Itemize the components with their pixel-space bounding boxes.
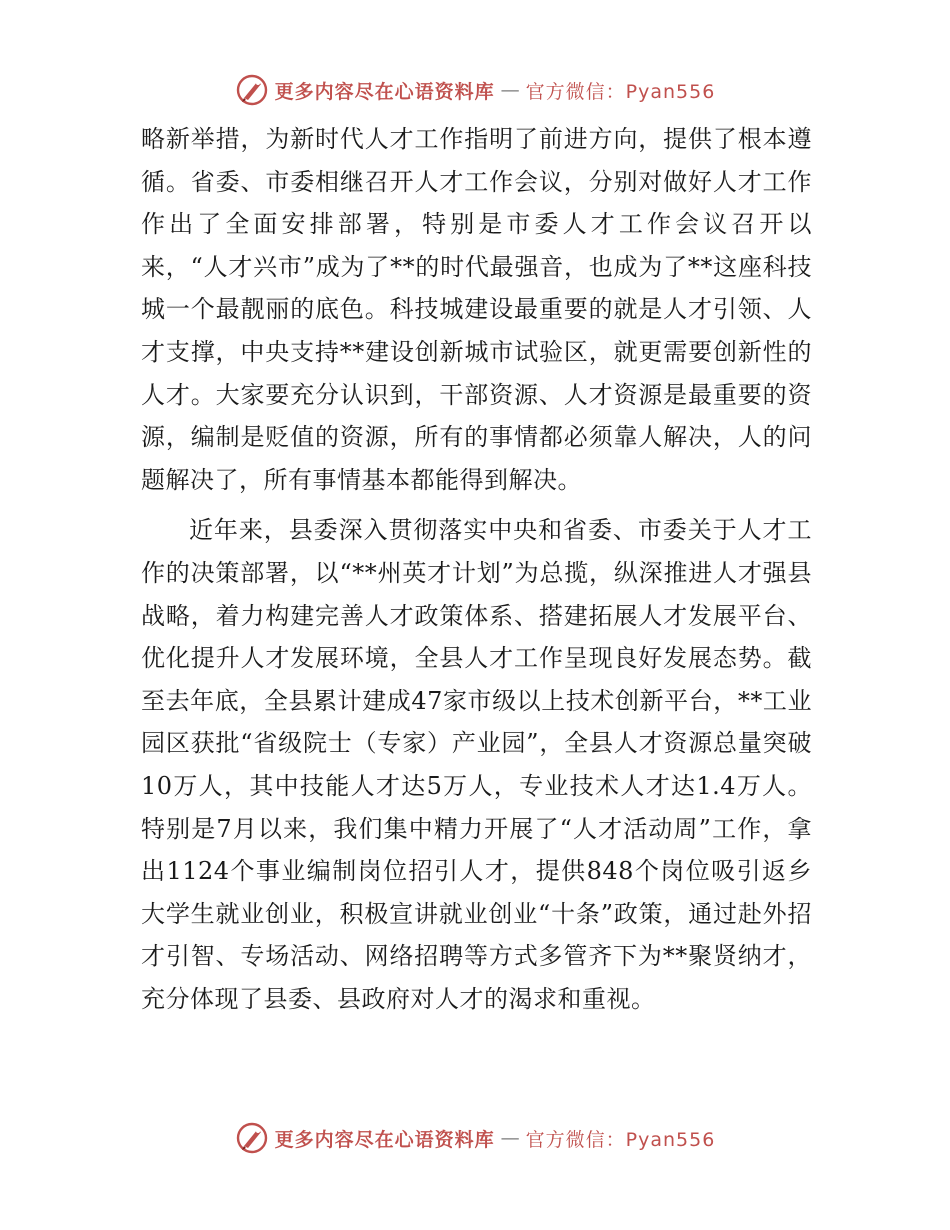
banner-brand-text: 更多内容尽在心语资料库 xyxy=(274,80,495,103)
banner-wechat-text: 官方微信：Pyan556 xyxy=(525,80,716,103)
banner-separator: — xyxy=(500,79,520,101)
banner-brand-text: 更多内容尽在心语资料库 xyxy=(274,1128,495,1151)
document-body xyxy=(141,118,812,1020)
quill-pen-icon xyxy=(235,73,269,107)
banner-separator: — xyxy=(500,1127,520,1149)
quill-pen-icon xyxy=(235,1121,269,1155)
footer-banner xyxy=(0,1118,950,1158)
paragraph-2: 近年来，县委深入贯彻落实中央和省委、市委关于人才工作的决策部署，以“**州英才计划”为总揽，纵深推进人才强县战略，着力构建完善人才政策体系、搭建拓展人才发展平台、优化提升人才发展环境，全县人才工作呈现良好发展态势。截至去年底，全县累计建成47家市级以上技术创新平台，**工业园区获批“省级院士（专家）产业园”，全县人才资源总量突破10万人，其中技能人才达5万人，专业技术人才达1.4万人。特别是7月以来，我们集中精力开展了“人才活动周”工作，拿出1124个事业编制岗位招引人才，提供848个岗位吸引返乡大学生就业创业，积极宣讲就业创业“十条”政策，通过赴外招才引智、专场活动、网络招聘等方式多管齐下为**聚贤纳才，充分体现了县委、县政府对人才的渴求和重视。 xyxy=(141,516,812,1013)
header-banner xyxy=(0,70,950,110)
banner-wechat-text: 官方微信：Pyan556 xyxy=(525,1128,716,1151)
paragraph-1: 略新举措，为新时代人才工作指明了前进方向，提供了根本遵循。省委、市委相继召开人才工作会议，分别对做好人才工作作出了全面安排部署，特别是市委人才工作会议召开以来，“人才兴市”成为了**的时代最强音，也成为了**这座科技城一个最靓丽的底色。科技城建设最重要的就是人才引领、人才支撑，中央支持**建设创新城市试验区，就更需要创新性的人才。大家要充分认识到，干部资源、人才资源是最重要的资源，编制是贬值的资源，所有的事情都必须靠人解决，人的问题解决了，所有事情基本都能得到解决。 xyxy=(141,125,812,494)
